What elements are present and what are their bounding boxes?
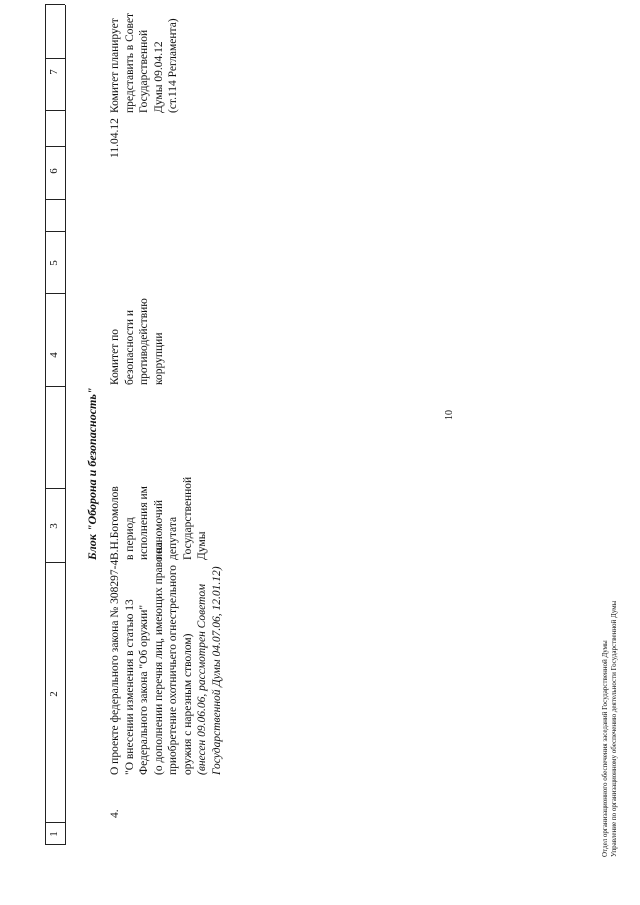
footer-line: Управление по организационному обеспечению деятельности Государственной Думы — [610, 600, 618, 857]
column-number-2: 2 — [48, 691, 60, 697]
column-number-3: 3 — [48, 523, 60, 529]
page-number: 10 — [444, 410, 455, 420]
bill-status-line: (внесен 09.06.06, рассмотрен Советом — [196, 583, 208, 775]
bill-line: Федерального закона "Об оружии" — [138, 604, 150, 775]
row-number: 4. — [109, 809, 121, 818]
bill-line: "О внесении изменения в статью 13 — [123, 599, 136, 775]
note-cell: Комитет планирует представить в Совет Государственной Думы 09.04.12 (ст.114 Регламента) — [109, 12, 179, 113]
date-cell: 11.04.12 — [109, 118, 121, 158]
column-number-5: 5 — [48, 260, 60, 266]
bill-line: О проекте федерального закона № 308297-4 — [109, 559, 121, 775]
column-number-4: 4 — [48, 352, 60, 358]
bill-status-line: Государственной Думы 04.07.06, 12.01.12) — [210, 566, 223, 775]
bill-description — [108, 542, 224, 775]
column-number-6: 6 — [48, 168, 60, 174]
column-number-1: 1 — [48, 831, 60, 837]
bill-line: приобретение охотничьего огнестрельного — [167, 564, 179, 775]
bill-line: оружия с нарезным стволом) — [181, 633, 194, 775]
column-number-7: 7 — [48, 69, 60, 75]
block-title: Блок "Оборона и безопасность" — [85, 387, 99, 560]
bill-author: В.Н.Богомолов в период исполнения им полномочий депутата Государственной Думы — [109, 476, 208, 560]
responsible-committee: Комитет по безопасности и противодействию коррупции — [109, 298, 165, 385]
page-footer — [601, 601, 619, 857]
bill-line: (о дополнении перечня лиц, имеющих право на — [152, 542, 165, 775]
footer-line: Отдел организационного обеспечения заседаний Государственной Думы — [601, 640, 609, 857]
